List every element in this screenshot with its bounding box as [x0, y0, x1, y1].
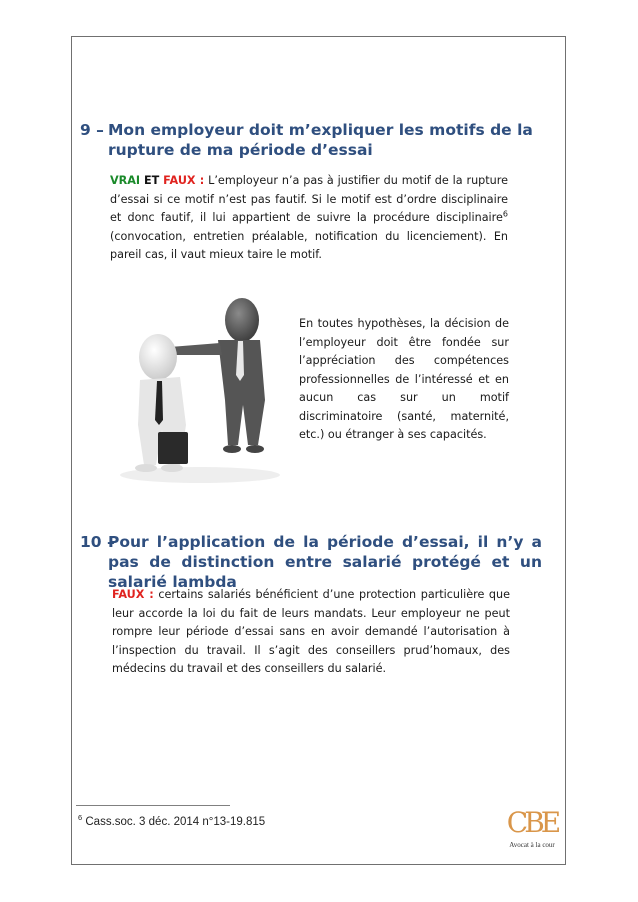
- section-9-number: 9 –: [80, 121, 104, 139]
- section-10-number: 10 –: [80, 533, 115, 551]
- footnote-text: Cass.soc. 3 déc. 2014 n°13-19.815: [85, 815, 266, 828]
- logo-tagline: Avocat à la cour: [509, 841, 555, 849]
- verdict-et: ET: [143, 174, 160, 187]
- section-10-heading: [80, 532, 542, 592]
- logo-mark: CBE: [506, 806, 558, 839]
- verdict-faux: FAUX :: [163, 174, 205, 187]
- verdict-vrai: VRAI: [110, 174, 141, 187]
- section-10-answer: [112, 586, 510, 679]
- section-10-body: certains salariés bénéficient d’une protection particulière que leur accorde la loi du fait de leurs mandats. Leur employeur ne peut rompre leur période d’essai sans en avoir demandé l’autorisation à l’inspection du travail. Il s’agit des conseillers prud’homaux, des médecins du travail et des conseillers du salarié.: [112, 588, 510, 675]
- footnote-number: 6: [78, 813, 83, 822]
- section-9-heading: [80, 120, 542, 160]
- footnote-ref-6[interactable]: 6: [502, 209, 508, 219]
- footnote: [78, 813, 265, 828]
- section-9-aside: En toutes hypothèses, la décision de l’employeur doit être fondée sur l’appréciation des compétences professionnelles de l’intéressé et en aucun cas sur un motif discriminatoire (santé, maternité, etc.) ou étranger à ses capacités.: [299, 317, 509, 441]
- section-9-body-part2: (convocation, entretien préalable, notification du licenciement). En pareil cas, il vaut mieux taire le motif.: [110, 229, 508, 261]
- footnote-divider: [76, 805, 230, 806]
- section-9-answer: [110, 172, 508, 265]
- section-9-title: Mon employeur doit m’expliquer les motifs de la rupture de ma période d’essai: [108, 121, 533, 159]
- verdict-faux-10: FAUX :: [112, 588, 154, 601]
- section-9-body-part1: L’employeur n’a pas à justifier du motif de la rupture d’essai si ce motif n’est pas fautif. Si le motif est d’ordre disciplinaire et donc fautif, il lui appartient de suivre la procédure disciplinaire: [110, 174, 508, 224]
- section-10-title: Pour l’application de la période d’essai, il n’y a pas de distinction entre salarié protégé et un salarié lambda: [108, 533, 542, 591]
- cbe-logo: [500, 806, 564, 862]
- dismissal-illustration: [110, 285, 290, 485]
